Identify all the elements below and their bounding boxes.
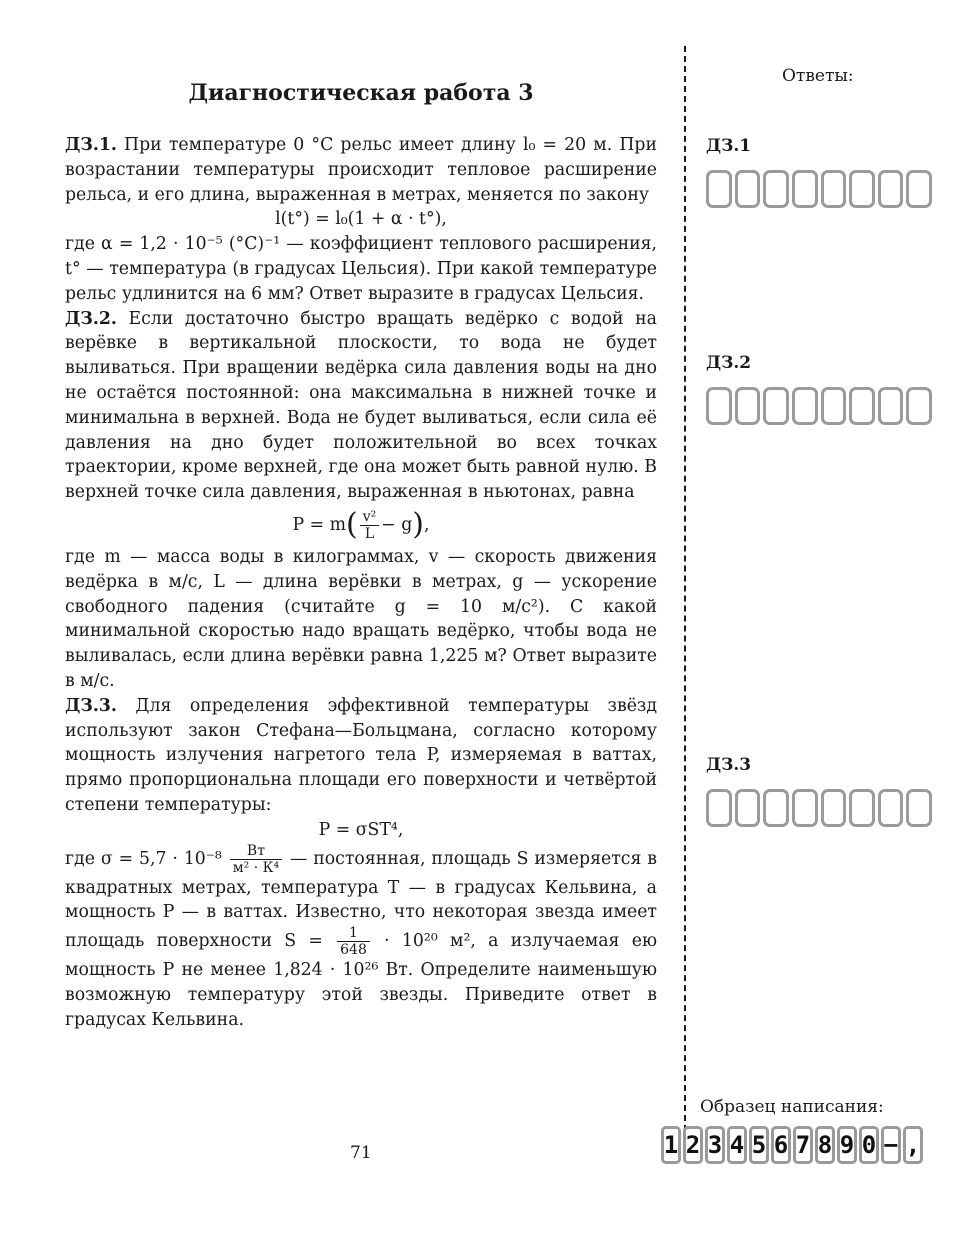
formula-lhs: P = m [292, 514, 346, 535]
answer-cell[interactable] [906, 789, 932, 827]
formula: l(t°) = l₀(1 + α · t°), [275, 209, 447, 230]
area-fraction [337, 925, 370, 958]
answer-cell[interactable] [763, 170, 789, 208]
fraction-denominator: м² · К⁴ [232, 859, 280, 876]
text-fragment: — постоянная, площадь S измеряется в квадратных метрах, температура T — в градусах Кельвина, а мощность P — в ваттах. Известно, что некоторая звезда имеет площадь поверхности S = [65, 848, 658, 952]
page-title: Диагностическая работа 3 [188, 80, 534, 106]
sample-char: − [881, 1126, 901, 1164]
answer-label-1: ДЗ.1 [706, 136, 752, 156]
formula: P = m( $\frac{\text{v²}}{L}$ − g), [292, 506, 430, 542]
answer-grid-3[interactable] [706, 789, 932, 827]
answer-cell[interactable] [849, 789, 875, 827]
answers-title: Ответы: [782, 66, 854, 86]
answer-cell[interactable] [735, 789, 761, 827]
answer-cell[interactable] [821, 170, 847, 208]
answer-cell[interactable] [821, 789, 847, 827]
problem-label: ДЗ.2. [65, 308, 117, 329]
unit-fraction [230, 843, 282, 876]
answer-cell[interactable] [878, 789, 904, 827]
sample-char: 8 [815, 1126, 835, 1164]
fraction-numerator: Вт [230, 843, 282, 860]
sample-char: 1 [661, 1126, 681, 1164]
text-fragment: где σ = 5,7 · 10⁻⁸ [65, 848, 222, 869]
answer-label-3: ДЗ.3 [706, 755, 752, 775]
answer-cell[interactable] [878, 170, 904, 208]
problem-text: где α = 1,2 · 10⁻⁵ (°С)⁻¹ — коэффициент теплового расширения, t° — температура (в градусах Цельсия). При какой температуре рельс удлинится на 6 мм? Ответ выразите в градусах Цельсия. [65, 234, 657, 304]
fraction-denominator: 648 [340, 942, 367, 959]
sample-char: 7 [793, 1126, 813, 1164]
fraction-denominator: L [364, 525, 375, 542]
sample-writing-grid [661, 1126, 923, 1164]
answer-cell[interactable] [849, 170, 875, 208]
page-number: 71 [350, 1143, 372, 1163]
problem-label: ДЗ.1. [65, 135, 117, 155]
problem-text: Если достаточно быстро вращать ведёрко с водой на верёвке в вертикальной плоскости, то вода не будет выливаться. При вращении ведёрка сила давления воды на дно не остаётся постоянной: она максимальна в нижней точке и минимальна в верхней. Вода не будет выливаться, если сила её давления на дно будет положительной во всех точках траектории, кроме верхней, где она может быть равной нулю. В верхней точке сила давления, выраженная в ньютонах, равна [65, 308, 657, 503]
answer-cell[interactable] [821, 387, 847, 425]
answer-cell[interactable] [735, 170, 761, 208]
sample-char: 6 [771, 1126, 791, 1164]
fraction [360, 509, 380, 542]
answer-cell[interactable] [792, 170, 818, 208]
formula-rhs: − g [381, 514, 413, 535]
sample-char: 3 [705, 1126, 725, 1164]
formula: P = σST⁴, [318, 819, 404, 840]
answer-cell[interactable] [706, 170, 732, 208]
problem-text: где m — масса воды в килограммах, v — скорость движения ведёрка в м/с, L — длина верёвки в метрах, g — ускорение свободного падения (считайте g = 10 м/с²). С какой минимальной скоростью надо вращать ведёрко, чтобы вода не выливалась, если длина верёвки равна 1,225 м? Ответ выразите в м/с. [65, 546, 657, 691]
answer-grid-1[interactable] [706, 170, 932, 208]
answer-cell[interactable] [735, 387, 761, 425]
problem-2 [65, 307, 657, 694]
answer-cell[interactable] [763, 789, 789, 827]
answer-cell[interactable] [706, 789, 732, 827]
answer-cell[interactable] [878, 387, 904, 425]
sample-char: 9 [837, 1126, 857, 1164]
answer-cell[interactable] [792, 387, 818, 425]
answer-grid-2[interactable] [706, 387, 932, 425]
sample-char: 2 [683, 1126, 703, 1164]
problem-text: При температуре 0 °С рельс имеет длину l₀ = 20 м. При возрастании температуры происходит тепловое расширение рельса, и его длина, выраженная в метрах, меняется по закону [65, 135, 658, 205]
sample-char: 0 [859, 1126, 879, 1164]
answer-label-2: ДЗ.2 [706, 353, 752, 373]
fraction-numerator: v² [360, 509, 380, 526]
sample-char: 4 [727, 1126, 747, 1164]
fraction-numerator: 1 [337, 925, 370, 942]
answer-cell[interactable] [763, 387, 789, 425]
answer-cell[interactable] [792, 789, 818, 827]
sample-char: 5 [749, 1126, 769, 1164]
problem-text: Для определения эффективной температуры звёзд используют закон Стефана—Больцмана, согласно которому мощность излучения нагретого тела P, измеряемая в ваттах, прямо пропорциональна площади его поверхности и четвёртой степени температуры: [65, 695, 657, 815]
problems-column [65, 133, 657, 1033]
answer-cell[interactable] [706, 387, 732, 425]
sample-label: Образец написания: [700, 1097, 884, 1117]
answer-cell[interactable] [849, 387, 875, 425]
answer-cell[interactable] [906, 170, 932, 208]
problem-label: ДЗ.3. [65, 695, 117, 716]
sample-char: , [903, 1126, 923, 1164]
problem-1 [65, 133, 657, 307]
text-fragment: · 10²⁰ м², а излучаемая ею мощность P не менее 1,824 · 10²⁶ Вт. Определите наименьшую возможную температуру этой звезды. Приведите ответ в градусах Кельвина. [65, 931, 657, 1030]
problem-3 [65, 694, 657, 1033]
cut-line-divider [684, 46, 686, 1151]
problem-text [65, 843, 657, 1033]
answer-cell[interactable] [906, 387, 932, 425]
